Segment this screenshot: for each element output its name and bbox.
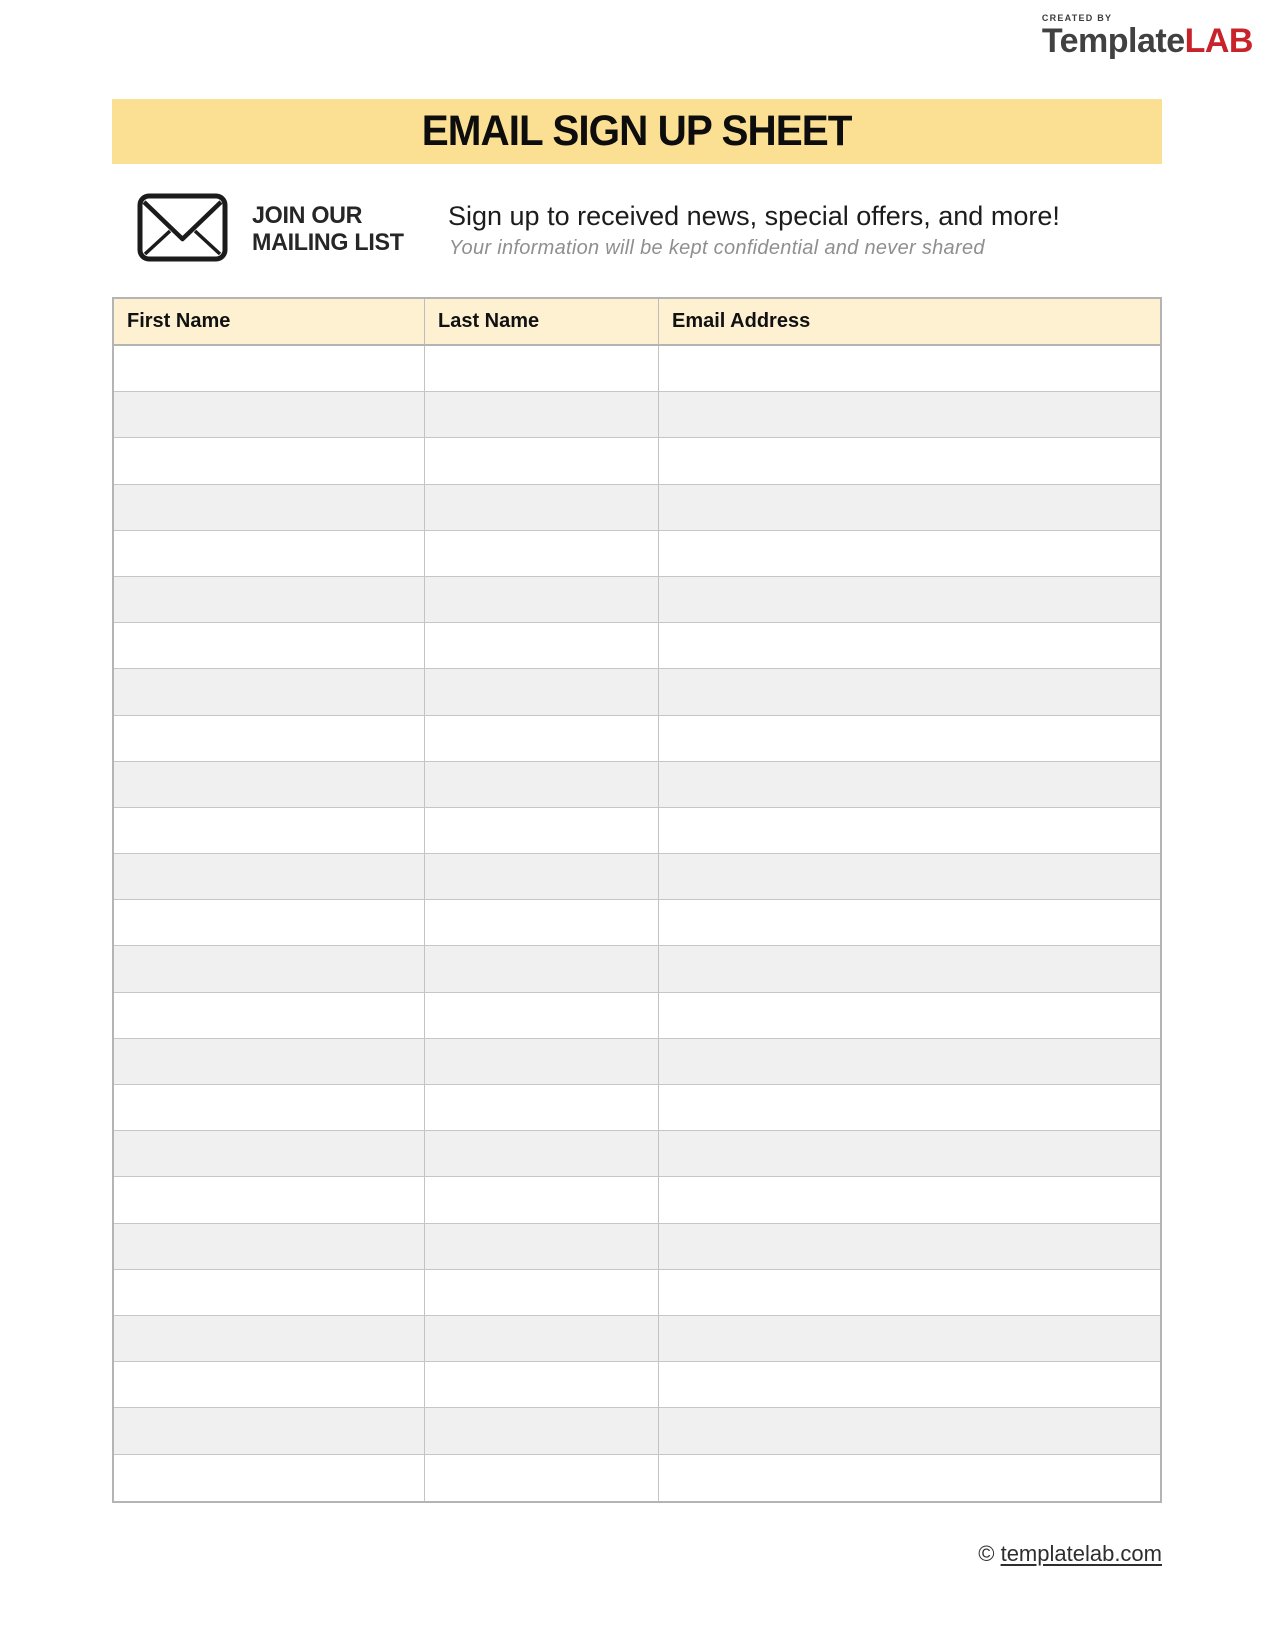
signup-cell[interactable] <box>114 762 425 807</box>
signup-cell[interactable] <box>425 485 659 530</box>
signup-cell[interactable] <box>114 716 425 761</box>
signup-cell[interactable] <box>425 1362 659 1407</box>
signup-cell[interactable] <box>659 993 1160 1038</box>
signup-cell[interactable] <box>114 1362 425 1407</box>
confidentiality-note: Your information will be kept confidential and never shared <box>449 237 985 259</box>
table-row <box>114 900 1160 946</box>
signup-cell[interactable] <box>659 1131 1160 1176</box>
signup-cell[interactable] <box>425 531 659 576</box>
table-row <box>114 1408 1160 1454</box>
brand-lab-text: LAB <box>1184 22 1253 60</box>
signup-cell[interactable] <box>659 1455 1160 1501</box>
signup-cell[interactable] <box>114 623 425 668</box>
signup-cell[interactable] <box>114 1270 425 1315</box>
signup-cell[interactable] <box>114 1039 425 1084</box>
table-row <box>114 1270 1160 1316</box>
signup-cell[interactable] <box>659 946 1160 991</box>
table-row <box>114 1455 1160 1501</box>
brand-wordmark <box>1042 22 1253 60</box>
signup-cell[interactable] <box>659 623 1160 668</box>
signup-cell[interactable] <box>114 854 425 899</box>
signup-cell[interactable] <box>425 716 659 761</box>
table-row <box>114 669 1160 715</box>
signup-cell[interactable] <box>114 438 425 483</box>
table-row <box>114 1131 1160 1177</box>
signup-cell[interactable] <box>114 900 425 945</box>
signup-cell[interactable] <box>659 1224 1160 1269</box>
table-row <box>114 1224 1160 1270</box>
signup-cell[interactable] <box>114 577 425 622</box>
table-row <box>114 762 1160 808</box>
signup-cell[interactable] <box>659 669 1160 714</box>
signup-cell[interactable] <box>659 900 1160 945</box>
templatelab-logo <box>1042 13 1253 58</box>
signup-cell[interactable] <box>114 346 425 391</box>
join-line2: MAILING LIST <box>252 229 404 256</box>
signup-cell[interactable] <box>659 438 1160 483</box>
table-row <box>114 854 1160 900</box>
column-header-first-name: First Name <box>114 299 425 344</box>
created-by-label: CREATED BY <box>1041 13 1113 23</box>
signup-cell[interactable] <box>659 1270 1160 1315</box>
signup-headline: Sign up to received news, special offers, and more! <box>448 201 1060 231</box>
copyright <box>978 1541 1162 1567</box>
signup-cell[interactable] <box>425 854 659 899</box>
signup-cell[interactable] <box>659 1408 1160 1453</box>
signup-cell[interactable] <box>659 577 1160 622</box>
signup-cell[interactable] <box>114 531 425 576</box>
signup-cell[interactable] <box>659 531 1160 576</box>
signup-table <box>112 297 1162 1503</box>
signup-cell[interactable] <box>659 854 1160 899</box>
signup-cell[interactable] <box>659 1362 1160 1407</box>
signup-cell[interactable] <box>659 1316 1160 1361</box>
join-mailing-list-label <box>252 202 404 256</box>
signup-cell[interactable] <box>425 669 659 714</box>
signup-cell[interactable] <box>114 669 425 714</box>
signup-cell[interactable] <box>425 808 659 853</box>
signup-cell[interactable] <box>659 808 1160 853</box>
table-row <box>114 346 1160 392</box>
signup-cell[interactable] <box>425 577 659 622</box>
signup-cell[interactable] <box>114 1455 425 1501</box>
signup-cell[interactable] <box>425 1224 659 1269</box>
table-row <box>114 1085 1160 1131</box>
table-row <box>114 993 1160 1039</box>
templatelab-link[interactable]: templatelab.com <box>1000 1541 1162 1566</box>
title-banner <box>112 99 1162 164</box>
envelope-icon <box>137 193 228 267</box>
signup-cell[interactable] <box>425 993 659 1038</box>
copyright-symbol: © <box>978 1541 995 1566</box>
signup-cell[interactable] <box>114 1316 425 1361</box>
table-row <box>114 392 1160 438</box>
table-row <box>114 438 1160 484</box>
join-line1: JOIN OUR <box>252 202 363 229</box>
table-row <box>114 716 1160 762</box>
signup-cell[interactable] <box>114 1177 425 1222</box>
table-row <box>114 808 1160 854</box>
signup-cell[interactable] <box>659 485 1160 530</box>
signup-cell[interactable] <box>659 1085 1160 1130</box>
table-row <box>114 1362 1160 1408</box>
signup-cell[interactable] <box>114 946 425 991</box>
table-body <box>114 346 1160 1501</box>
signup-cell[interactable] <box>425 623 659 668</box>
column-header-email-address: Email Address <box>672 310 811 332</box>
table-row <box>114 485 1160 531</box>
signup-cell[interactable] <box>425 1316 659 1361</box>
signup-cell[interactable] <box>425 900 659 945</box>
signup-cell[interactable] <box>659 346 1160 391</box>
table-row <box>114 1316 1160 1362</box>
signup-cell[interactable] <box>425 392 659 437</box>
signup-cell[interactable] <box>425 1455 659 1501</box>
signup-cell[interactable] <box>114 1131 425 1176</box>
signup-cell[interactable] <box>114 1408 425 1453</box>
table-row <box>114 1177 1160 1223</box>
signup-cell[interactable] <box>659 1039 1160 1084</box>
signup-cell[interactable] <box>425 946 659 991</box>
signup-cell[interactable] <box>425 1177 659 1222</box>
signup-cell[interactable] <box>659 716 1160 761</box>
signup-cell[interactable] <box>114 485 425 530</box>
table-header-row <box>114 299 1160 346</box>
signup-cell[interactable] <box>425 1085 659 1130</box>
table-row <box>114 531 1160 577</box>
signup-cell[interactable] <box>425 1408 659 1453</box>
signup-cell[interactable] <box>425 762 659 807</box>
signup-cell[interactable] <box>425 438 659 483</box>
column-header-last-name: Last Name <box>425 299 659 344</box>
signup-cell[interactable] <box>114 1224 425 1269</box>
signup-cell[interactable] <box>425 346 659 391</box>
signup-cell[interactable] <box>425 1039 659 1084</box>
signup-cell[interactable] <box>659 762 1160 807</box>
table-row <box>114 1039 1160 1085</box>
page-title: EMAIL SIGN UP SHEET <box>422 107 852 155</box>
signup-cell[interactable] <box>114 993 425 1038</box>
signup-cell[interactable] <box>114 392 425 437</box>
signup-cell[interactable] <box>114 1085 425 1130</box>
signup-cell[interactable] <box>425 1270 659 1315</box>
signup-cell[interactable] <box>425 1131 659 1176</box>
table-row <box>114 623 1160 669</box>
brand-template-text: Template <box>1041 22 1185 60</box>
signup-cell[interactable] <box>114 808 425 853</box>
table-row <box>114 946 1160 992</box>
signup-cell[interactable] <box>659 392 1160 437</box>
table-row <box>114 577 1160 623</box>
signup-cell[interactable] <box>659 1177 1160 1222</box>
